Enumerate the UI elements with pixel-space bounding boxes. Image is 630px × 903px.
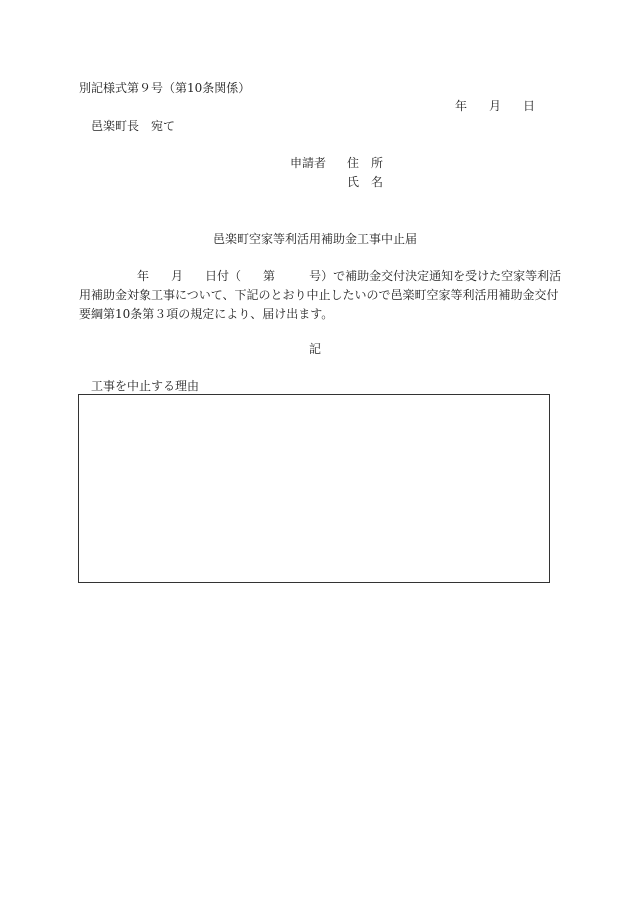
body-paragraph: [79, 267, 562, 324]
date-month-label: 月: [489, 99, 502, 113]
body-year-label: 年: [137, 269, 150, 283]
applicant-address-label: 住 所: [347, 156, 384, 170]
body-line-3: 要綱第10条第３項の規定により、届け出ます。: [79, 307, 334, 321]
body-line-1: [79, 267, 562, 286]
reason-label: 工事を中止する理由: [91, 379, 200, 393]
form-number: 別記様式第９号（第10条関係）: [79, 81, 251, 95]
body-date-label: 日付（: [205, 269, 242, 283]
applicant-name-label: 氏 名: [347, 175, 384, 189]
addressee-name: 邑楽町長: [91, 119, 140, 133]
date-year-label: 年: [455, 99, 468, 113]
date-day-label: 日: [523, 99, 536, 113]
submission-date: [455, 100, 535, 112]
reason-box[interactable]: [78, 394, 550, 583]
body-month-label: 月: [171, 269, 184, 283]
body-line-1-rest: 号）で補助金交付決定通知を受けた空家等利活: [309, 269, 562, 283]
addressee-suffix: 宛て: [151, 119, 176, 133]
ki-heading: 記: [308, 342, 321, 356]
document-title: 邑楽町空家等利活用補助金工事中止届: [212, 232, 417, 246]
addressee: [91, 120, 175, 132]
body-number-label: 第: [263, 269, 276, 283]
applicant-label: 申請者: [290, 156, 327, 170]
body-line-2: 用補助金対象工事について、下記のとおり中止したいので邑楽町空家等利活用補助金交付: [79, 288, 559, 302]
